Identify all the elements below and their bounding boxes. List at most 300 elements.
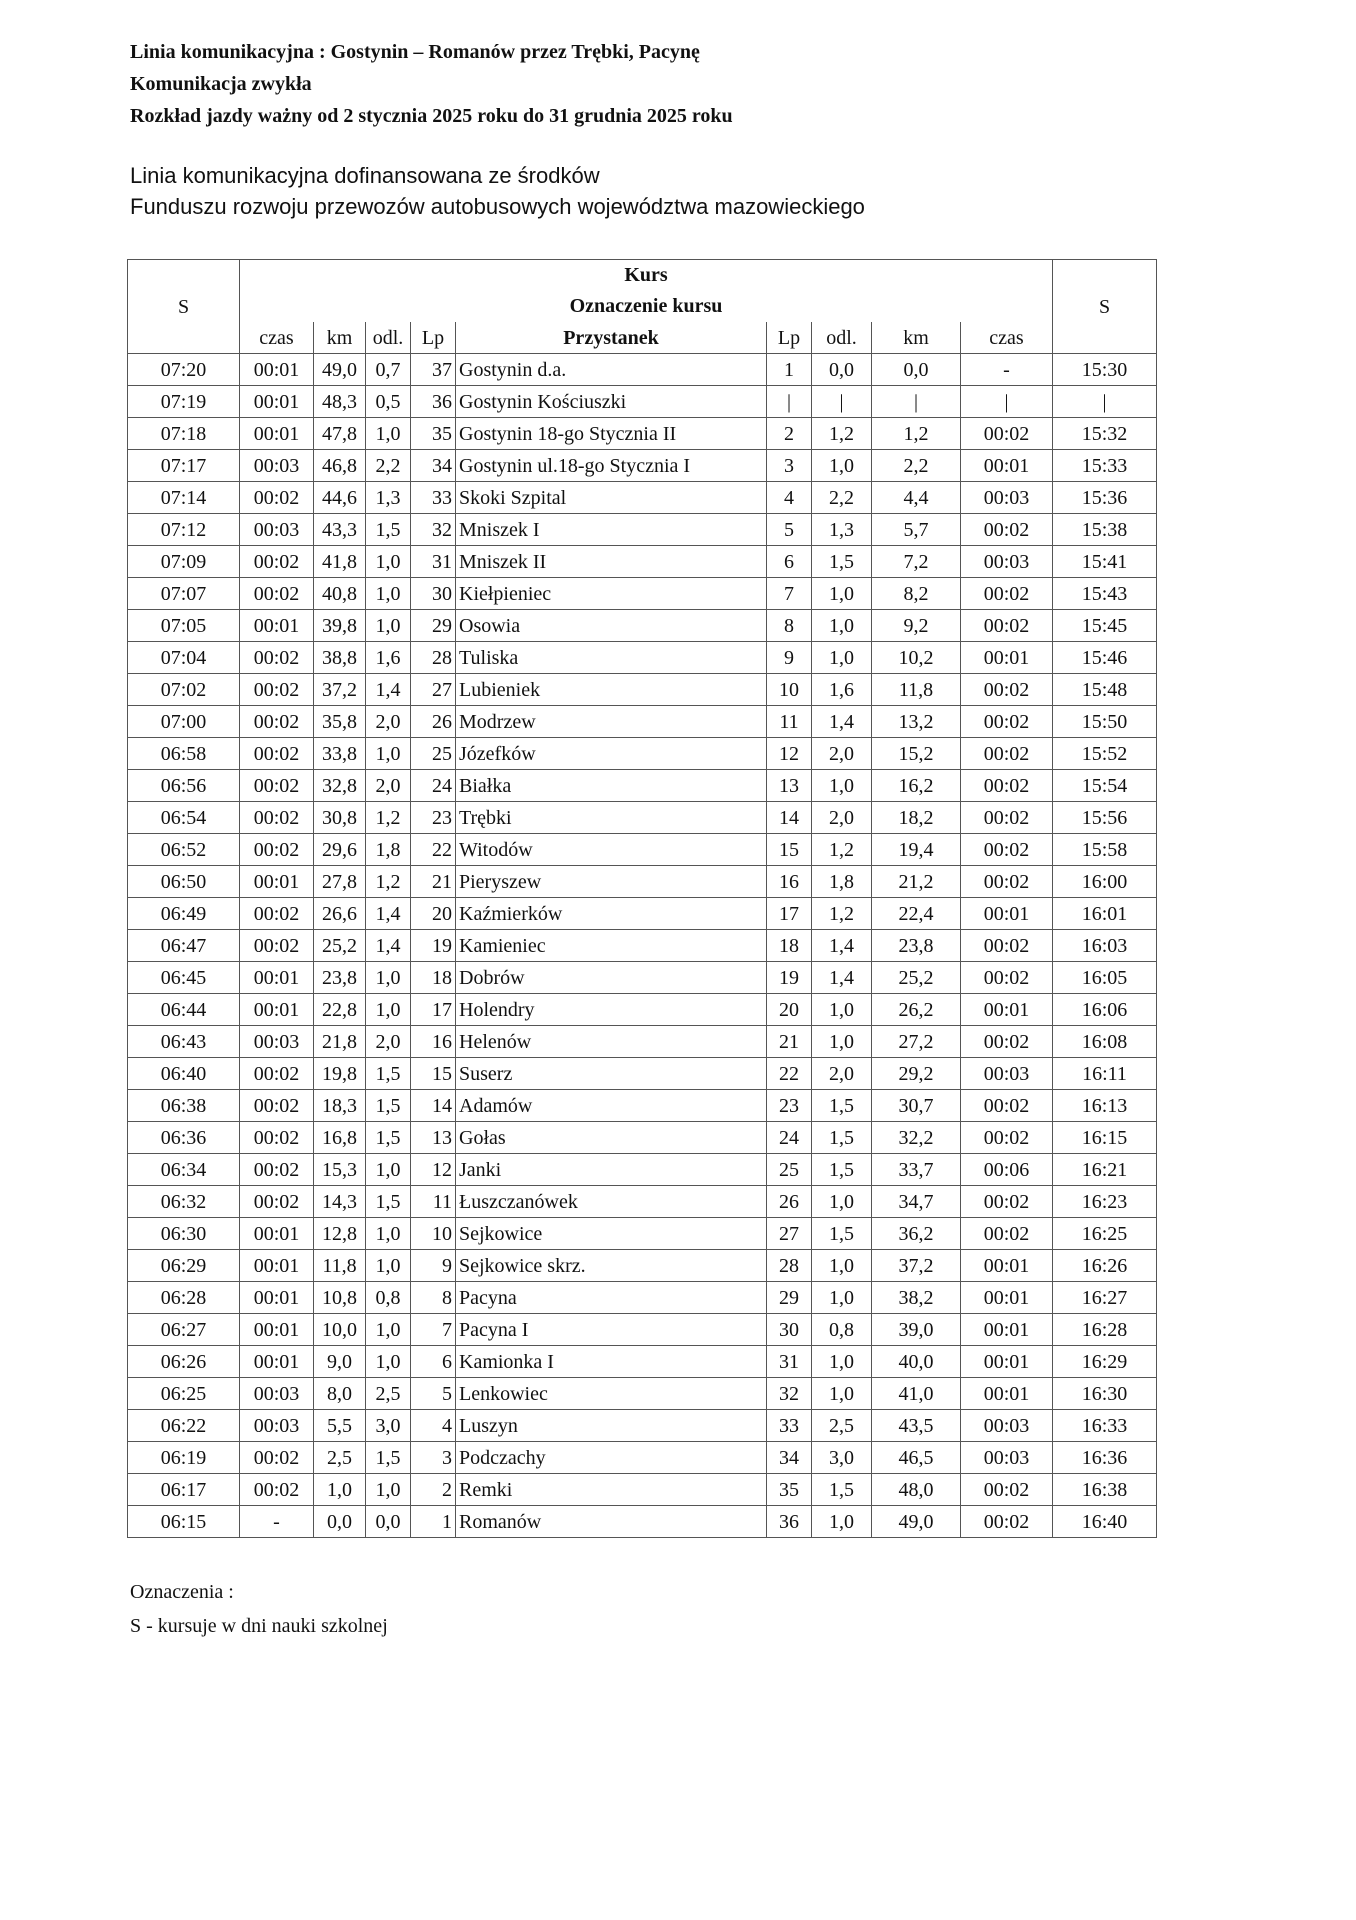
s-departure-outbound-cell: 07:00: [128, 706, 240, 738]
km-outbound-cell: 44,6: [314, 482, 366, 514]
lp-outbound-cell: 4: [411, 1410, 456, 1442]
table-row: [128, 674, 1157, 706]
s-departure-outbound-cell: 07:19: [128, 386, 240, 418]
km-return-cell: |: [872, 386, 961, 418]
km-return-cell: 11,8: [872, 674, 961, 706]
odl-outbound-cell: 1,5: [366, 1442, 411, 1474]
czas-return-cell: 00:02: [961, 930, 1053, 962]
czas-return-cell: 00:02: [961, 1122, 1053, 1154]
table-row: [128, 1506, 1157, 1538]
km-return-cell: 39,0: [872, 1314, 961, 1346]
lp-return-cell: 12: [767, 738, 812, 770]
col-przystanek-header: Przystanek: [456, 322, 767, 354]
s-departure-return-cell: 16:15: [1053, 1122, 1157, 1154]
stop-name-cell: Witodów: [456, 834, 767, 866]
odl-return-cell: 2,0: [812, 1058, 872, 1090]
lp-return-cell: 17: [767, 898, 812, 930]
czas-outbound-cell: -: [240, 1506, 314, 1538]
column-header-row: [128, 322, 1157, 354]
czas-return-cell: 00:02: [961, 578, 1053, 610]
table-row: [128, 418, 1157, 450]
odl-return-cell: 1,0: [812, 578, 872, 610]
col-czas-outbound-header: czas: [240, 322, 314, 354]
czas-outbound-cell: 00:01: [240, 1346, 314, 1378]
czas-return-cell: -: [961, 354, 1053, 386]
s-departure-return-cell: 15:45: [1053, 610, 1157, 642]
czas-outbound-cell: 00:03: [240, 514, 314, 546]
s-departure-return-cell: 16:01: [1053, 898, 1157, 930]
km-return-cell: 41,0: [872, 1378, 961, 1410]
km-return-cell: 0,0: [872, 354, 961, 386]
czas-outbound-cell: 00:02: [240, 1186, 314, 1218]
odl-return-cell: 1,0: [812, 642, 872, 674]
czas-return-cell: 00:02: [961, 1474, 1053, 1506]
czas-return-cell: 00:01: [961, 642, 1053, 674]
czas-return-cell: 00:02: [961, 1506, 1053, 1538]
km-return-cell: 22,4: [872, 898, 961, 930]
s-departure-outbound-cell: 06:28: [128, 1282, 240, 1314]
czas-return-cell: 00:03: [961, 546, 1053, 578]
odl-return-cell: 1,0: [812, 1026, 872, 1058]
s-departure-outbound-cell: 06:44: [128, 994, 240, 1026]
odl-outbound-cell: 1,5: [366, 514, 411, 546]
stop-name-cell: Gostynin ul.18-go Stycznia I: [456, 450, 767, 482]
czas-outbound-cell: 00:02: [240, 642, 314, 674]
stop-name-cell: Kamieniec: [456, 930, 767, 962]
subsidy-line-2: Funduszu rozwoju przewozów autobusowych województwa mazowieckiego: [130, 194, 865, 219]
odl-outbound-cell: 2,2: [366, 450, 411, 482]
lp-outbound-cell: 25: [411, 738, 456, 770]
km-return-cell: 38,2: [872, 1282, 961, 1314]
odl-return-cell: 1,0: [812, 1346, 872, 1378]
czas-return-cell: 00:02: [961, 1026, 1053, 1058]
km-return-cell: 21,2: [872, 866, 961, 898]
odl-return-cell: 1,0: [812, 994, 872, 1026]
czas-outbound-cell: 00:02: [240, 1058, 314, 1090]
lp-return-cell: 30: [767, 1314, 812, 1346]
lp-return-cell: 11: [767, 706, 812, 738]
km-return-cell: 33,7: [872, 1154, 961, 1186]
s-departure-return-cell: 16:05: [1053, 962, 1157, 994]
km-outbound-cell: 48,3: [314, 386, 366, 418]
table-row: [128, 962, 1157, 994]
stop-name-cell: Helenów: [456, 1026, 767, 1058]
odl-outbound-cell: 1,3: [366, 482, 411, 514]
km-return-cell: 27,2: [872, 1026, 961, 1058]
stop-name-cell: Pacyna: [456, 1282, 767, 1314]
stop-name-cell: Holendry: [456, 994, 767, 1026]
km-return-cell: 32,2: [872, 1122, 961, 1154]
table-row: [128, 738, 1157, 770]
lp-outbound-cell: 22: [411, 834, 456, 866]
czas-outbound-cell: 00:02: [240, 546, 314, 578]
czas-outbound-cell: 00:01: [240, 386, 314, 418]
czas-outbound-cell: 00:02: [240, 578, 314, 610]
odl-outbound-cell: 3,0: [366, 1410, 411, 1442]
s-departure-return-cell: 15:36: [1053, 482, 1157, 514]
czas-outbound-cell: 00:02: [240, 802, 314, 834]
stop-name-cell: Suserz: [456, 1058, 767, 1090]
stop-name-cell: Trębki: [456, 802, 767, 834]
s-departure-return-cell: 16:21: [1053, 1154, 1157, 1186]
s-departure-outbound-cell: 06:49: [128, 898, 240, 930]
km-outbound-cell: 47,8: [314, 418, 366, 450]
odl-return-cell: 2,0: [812, 802, 872, 834]
s-departure-return-cell: 16:30: [1053, 1378, 1157, 1410]
table-row: [128, 1474, 1157, 1506]
czas-outbound-cell: 00:01: [240, 418, 314, 450]
s-departure-return-cell: 16:29: [1053, 1346, 1157, 1378]
s-departure-return-cell: 15:48: [1053, 674, 1157, 706]
km-outbound-cell: 43,3: [314, 514, 366, 546]
lp-return-cell: 25: [767, 1154, 812, 1186]
km-outbound-cell: 2,5: [314, 1442, 366, 1474]
table-row: [128, 1346, 1157, 1378]
s-departure-outbound-cell: 07:17: [128, 450, 240, 482]
odl-return-cell: 1,4: [812, 930, 872, 962]
s-departure-outbound-cell: 07:07: [128, 578, 240, 610]
s-departure-outbound-cell: 06:27: [128, 1314, 240, 1346]
km-outbound-cell: 35,8: [314, 706, 366, 738]
km-outbound-cell: 46,8: [314, 450, 366, 482]
table-row: [128, 610, 1157, 642]
s-departure-outbound-cell: 06:29: [128, 1250, 240, 1282]
odl-outbound-cell: 1,0: [366, 1154, 411, 1186]
s-departure-return-cell: 16:13: [1053, 1090, 1157, 1122]
table-row: [128, 1282, 1157, 1314]
lp-outbound-cell: 17: [411, 994, 456, 1026]
s-departure-return-cell: 16:23: [1053, 1186, 1157, 1218]
czas-return-cell: |: [961, 386, 1053, 418]
czas-return-cell: 00:03: [961, 1410, 1053, 1442]
odl-return-cell: 1,5: [812, 1122, 872, 1154]
s-departure-outbound-cell: 07:12: [128, 514, 240, 546]
czas-return-cell: 00:02: [961, 514, 1053, 546]
czas-outbound-cell: 00:02: [240, 706, 314, 738]
lp-return-cell: 9: [767, 642, 812, 674]
lp-outbound-cell: 5: [411, 1378, 456, 1410]
lp-outbound-cell: 27: [411, 674, 456, 706]
odl-return-cell: 1,3: [812, 514, 872, 546]
km-return-cell: 7,2: [872, 546, 961, 578]
odl-return-cell: 1,2: [812, 418, 872, 450]
km-outbound-cell: 23,8: [314, 962, 366, 994]
czas-return-cell: 00:01: [961, 1378, 1053, 1410]
s-departure-outbound-cell: 06:26: [128, 1346, 240, 1378]
czas-return-cell: 00:01: [961, 994, 1053, 1026]
stop-name-cell: Białka: [456, 770, 767, 802]
km-outbound-cell: 1,0: [314, 1474, 366, 1506]
col-czas-return-header: czas: [961, 322, 1053, 354]
czas-return-cell: 00:01: [961, 1346, 1053, 1378]
lp-return-cell: 2: [767, 418, 812, 450]
odl-outbound-cell: 0,5: [366, 386, 411, 418]
stop-name-cell: Pieryszew: [456, 866, 767, 898]
odl-return-cell: 1,5: [812, 1474, 872, 1506]
stop-name-cell: Podczachy: [456, 1442, 767, 1474]
table-row: [128, 1378, 1157, 1410]
lp-outbound-cell: 30: [411, 578, 456, 610]
table-row: [128, 354, 1157, 386]
km-outbound-cell: 41,8: [314, 546, 366, 578]
odl-return-cell: 1,0: [812, 1250, 872, 1282]
odl-outbound-cell: 1,2: [366, 866, 411, 898]
lp-return-cell: 10: [767, 674, 812, 706]
km-return-cell: 48,0: [872, 1474, 961, 1506]
s-departure-return-cell: 16:06: [1053, 994, 1157, 1026]
km-return-cell: 40,0: [872, 1346, 961, 1378]
km-outbound-cell: 0,0: [314, 1506, 366, 1538]
stop-name-cell: Skoki Szpital: [456, 482, 767, 514]
lp-return-cell: 23: [767, 1090, 812, 1122]
s-departure-outbound-cell: 06:34: [128, 1154, 240, 1186]
czas-return-cell: 00:02: [961, 962, 1053, 994]
odl-outbound-cell: 1,4: [366, 898, 411, 930]
odl-outbound-cell: 1,5: [366, 1186, 411, 1218]
lp-outbound-cell: 26: [411, 706, 456, 738]
km-outbound-cell: 22,8: [314, 994, 366, 1026]
col-lp-outbound-header: Lp: [411, 322, 456, 354]
czas-return-cell: 00:01: [961, 1282, 1053, 1314]
czas-return-cell: 00:02: [961, 610, 1053, 642]
stop-name-cell: Lenkowiec: [456, 1378, 767, 1410]
czas-outbound-cell: 00:02: [240, 930, 314, 962]
service-type: Komunikacja zwykła: [130, 73, 312, 95]
s-departure-return-cell: 16:03: [1053, 930, 1157, 962]
s-departure-outbound-cell: 06:54: [128, 802, 240, 834]
czas-outbound-cell: 00:02: [240, 738, 314, 770]
lp-return-cell: 18: [767, 930, 812, 962]
czas-return-cell: 00:02: [961, 866, 1053, 898]
table-row: [128, 1410, 1157, 1442]
s-departure-return-cell: 15:32: [1053, 418, 1157, 450]
s-departure-outbound-cell: 06:50: [128, 866, 240, 898]
km-outbound-cell: 8,0: [314, 1378, 366, 1410]
col-km-outbound-header: km: [314, 322, 366, 354]
odl-return-cell: 1,0: [812, 1186, 872, 1218]
km-return-cell: 23,8: [872, 930, 961, 962]
odl-return-cell: 1,4: [812, 962, 872, 994]
km-return-cell: 4,4: [872, 482, 961, 514]
czas-return-cell: 00:02: [961, 1090, 1053, 1122]
czas-outbound-cell: 00:02: [240, 1090, 314, 1122]
lp-outbound-cell: 12: [411, 1154, 456, 1186]
lp-outbound-cell: 7: [411, 1314, 456, 1346]
km-return-cell: 37,2: [872, 1250, 961, 1282]
odl-return-cell: 2,0: [812, 738, 872, 770]
s-departure-return-cell: 15:30: [1053, 354, 1157, 386]
lp-outbound-cell: 8: [411, 1282, 456, 1314]
lp-outbound-cell: 33: [411, 482, 456, 514]
stop-name-cell: Łuszczanówek: [456, 1186, 767, 1218]
odl-outbound-cell: 1,0: [366, 578, 411, 610]
odl-outbound-cell: 1,0: [366, 546, 411, 578]
s-departure-return-cell: 15:46: [1053, 642, 1157, 674]
czas-return-cell: 00:06: [961, 1154, 1053, 1186]
s-departure-return-cell: 16:33: [1053, 1410, 1157, 1442]
table-row: [128, 1090, 1157, 1122]
czas-outbound-cell: 00:01: [240, 1250, 314, 1282]
km-return-cell: 36,2: [872, 1218, 961, 1250]
odl-return-cell: 2,5: [812, 1410, 872, 1442]
lp-outbound-cell: 37: [411, 354, 456, 386]
table-row: [128, 386, 1157, 418]
lp-return-cell: 20: [767, 994, 812, 1026]
czas-return-cell: 00:02: [961, 834, 1053, 866]
km-return-cell: 19,4: [872, 834, 961, 866]
km-return-cell: 16,2: [872, 770, 961, 802]
s-column-header-right: S: [1053, 260, 1157, 354]
odl-return-cell: 1,0: [812, 1378, 872, 1410]
czas-outbound-cell: 00:01: [240, 610, 314, 642]
odl-return-cell: 1,0: [812, 1282, 872, 1314]
s-departure-return-cell: 15:50: [1053, 706, 1157, 738]
stop-name-cell: Gostynin 18-go Stycznia II: [456, 418, 767, 450]
odl-return-cell: 1,4: [812, 706, 872, 738]
s-departure-return-cell: 16:40: [1053, 1506, 1157, 1538]
lp-outbound-cell: 36: [411, 386, 456, 418]
km-outbound-cell: 37,2: [314, 674, 366, 706]
odl-outbound-cell: 1,5: [366, 1058, 411, 1090]
s-departure-return-cell: 15:56: [1053, 802, 1157, 834]
odl-outbound-cell: 1,8: [366, 834, 411, 866]
czas-return-cell: 00:02: [961, 418, 1053, 450]
stop-name-cell: Osowia: [456, 610, 767, 642]
odl-return-cell: 0,0: [812, 354, 872, 386]
czas-outbound-cell: 00:01: [240, 866, 314, 898]
stop-name-cell: Janki: [456, 1154, 767, 1186]
s-departure-return-cell: 15:58: [1053, 834, 1157, 866]
stop-name-cell: Gostynin Kościuszki: [456, 386, 767, 418]
odl-outbound-cell: 1,0: [366, 994, 411, 1026]
km-return-cell: 10,2: [872, 642, 961, 674]
s-departure-outbound-cell: 07:14: [128, 482, 240, 514]
km-return-cell: 15,2: [872, 738, 961, 770]
lp-return-cell: 13: [767, 770, 812, 802]
km-outbound-cell: 29,6: [314, 834, 366, 866]
czas-return-cell: 00:02: [961, 674, 1053, 706]
stop-name-cell: Kiełpieniec: [456, 578, 767, 610]
s-departure-outbound-cell: 06:58: [128, 738, 240, 770]
km-outbound-cell: 10,8: [314, 1282, 366, 1314]
km-return-cell: 9,2: [872, 610, 961, 642]
lp-return-cell: 22: [767, 1058, 812, 1090]
s-departure-outbound-cell: 06:43: [128, 1026, 240, 1058]
lp-return-cell: 3: [767, 450, 812, 482]
czas-return-cell: 00:02: [961, 1218, 1053, 1250]
s-departure-outbound-cell: 07:02: [128, 674, 240, 706]
odl-return-cell: 1,5: [812, 546, 872, 578]
table-row: [128, 1026, 1157, 1058]
table-row: [128, 642, 1157, 674]
odl-return-cell: 3,0: [812, 1442, 872, 1474]
km-return-cell: 49,0: [872, 1506, 961, 1538]
lp-return-cell: 36: [767, 1506, 812, 1538]
odl-return-cell: 1,6: [812, 674, 872, 706]
czas-return-cell: 00:01: [961, 1250, 1053, 1282]
czas-return-cell: 00:02: [961, 706, 1053, 738]
s-departure-return-cell: 15:41: [1053, 546, 1157, 578]
lp-outbound-cell: 9: [411, 1250, 456, 1282]
stop-name-cell: Mniszek II: [456, 546, 767, 578]
km-return-cell: 29,2: [872, 1058, 961, 1090]
lp-return-cell: 21: [767, 1026, 812, 1058]
stop-name-cell: Mniszek I: [456, 514, 767, 546]
odl-return-cell: 1,0: [812, 770, 872, 802]
s-departure-outbound-cell: 06:52: [128, 834, 240, 866]
km-outbound-cell: 21,8: [314, 1026, 366, 1058]
lp-return-cell: 1: [767, 354, 812, 386]
s-departure-outbound-cell: 06:32: [128, 1186, 240, 1218]
s-departure-return-cell: 15:54: [1053, 770, 1157, 802]
table-row: [128, 514, 1157, 546]
lp-return-cell: 14: [767, 802, 812, 834]
czas-return-cell: 00:02: [961, 802, 1053, 834]
s-departure-outbound-cell: 06:30: [128, 1218, 240, 1250]
s-departure-outbound-cell: 06:17: [128, 1474, 240, 1506]
czas-outbound-cell: 00:02: [240, 1474, 314, 1506]
lp-outbound-cell: 3: [411, 1442, 456, 1474]
lp-return-cell: 8: [767, 610, 812, 642]
lp-return-cell: 16: [767, 866, 812, 898]
km-return-cell: 34,7: [872, 1186, 961, 1218]
s-departure-return-cell: 16:28: [1053, 1314, 1157, 1346]
s-departure-return-cell: 16:11: [1053, 1058, 1157, 1090]
table-row: [128, 834, 1157, 866]
validity-period: Rozkład jazdy ważny od 2 stycznia 2025 roku do 31 grudnia 2025 roku: [130, 105, 733, 127]
stop-name-cell: Luszyn: [456, 1410, 767, 1442]
notes-title: Oznaczenia :: [130, 1581, 234, 1603]
s-departure-outbound-cell: 07:20: [128, 354, 240, 386]
km-return-cell: 25,2: [872, 962, 961, 994]
km-outbound-cell: 49,0: [314, 354, 366, 386]
s-departure-outbound-cell: 06:19: [128, 1442, 240, 1474]
s-departure-return-cell: 15:52: [1053, 738, 1157, 770]
col-km-return-header: km: [872, 322, 961, 354]
czas-outbound-cell: 00:01: [240, 994, 314, 1026]
odl-outbound-cell: 2,0: [366, 1026, 411, 1058]
table-row: [128, 1218, 1157, 1250]
odl-outbound-cell: 2,5: [366, 1378, 411, 1410]
km-outbound-cell: 25,2: [314, 930, 366, 962]
km-return-cell: 8,2: [872, 578, 961, 610]
table-row: [128, 1250, 1157, 1282]
odl-return-cell: 1,5: [812, 1154, 872, 1186]
table-row: [128, 450, 1157, 482]
table-row: [128, 1186, 1157, 1218]
lp-outbound-cell: 23: [411, 802, 456, 834]
stop-name-cell: Remki: [456, 1474, 767, 1506]
course-designation-label: Oznaczenie kursu: [569, 295, 723, 317]
table-row: [128, 802, 1157, 834]
odl-return-cell: 1,0: [812, 450, 872, 482]
lp-outbound-cell: 14: [411, 1090, 456, 1122]
km-return-cell: 13,2: [872, 706, 961, 738]
lp-return-cell: 7: [767, 578, 812, 610]
stop-name-cell: Sejkowice: [456, 1218, 767, 1250]
lp-return-cell: |: [767, 386, 812, 418]
s-departure-return-cell: 16:36: [1053, 1442, 1157, 1474]
stop-name-cell: Adamów: [456, 1090, 767, 1122]
lp-return-cell: 6: [767, 546, 812, 578]
czas-return-cell: 00:02: [961, 738, 1053, 770]
km-return-cell: 5,7: [872, 514, 961, 546]
lp-return-cell: 32: [767, 1378, 812, 1410]
km-outbound-cell: 9,0: [314, 1346, 366, 1378]
table-row: [128, 770, 1157, 802]
odl-outbound-cell: 1,6: [366, 642, 411, 674]
km-outbound-cell: 10,0: [314, 1314, 366, 1346]
